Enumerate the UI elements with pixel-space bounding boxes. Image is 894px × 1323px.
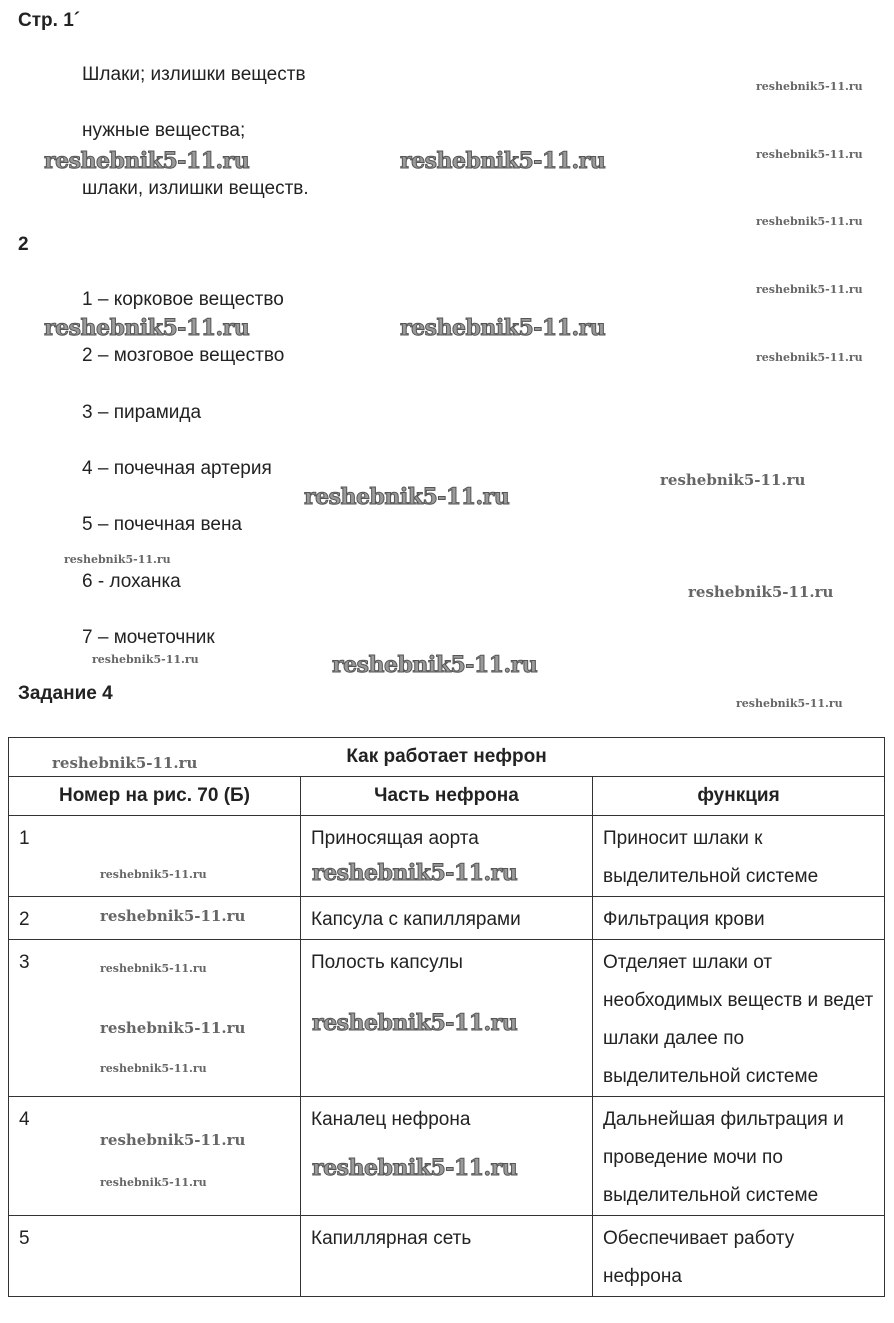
- watermark: reshebnik5-11.ru: [304, 484, 510, 510]
- watermark: reshebnik5-11.ru: [100, 1019, 246, 1037]
- cell-func: Приносит шлаки к выделительной системе: [593, 816, 885, 897]
- cell-part: Полость капсулы: [301, 940, 593, 1097]
- column-header: Номер на рис. 70 (Б): [9, 777, 301, 816]
- cell-num: 5: [9, 1216, 301, 1297]
- cell-part: Каналец нефрона: [301, 1097, 593, 1216]
- page-heading: Стр. 1´: [18, 10, 81, 31]
- watermark: reshebnik5-11.ru: [756, 80, 863, 93]
- cell-func: Дальнейшая фильтрация и проведение мочи по выделительной системе: [593, 1097, 885, 1216]
- watermark: reshebnik5-11.ru: [688, 583, 834, 601]
- cell-func: Фильтрация крови: [593, 897, 885, 940]
- cell-part: Капсула с капиллярами: [301, 897, 593, 940]
- cell-part: Капиллярная сеть: [301, 1216, 593, 1297]
- watermark: reshebnik5-11.ru: [100, 907, 246, 925]
- cell-func: Обеспечивает работу нефрона: [593, 1216, 885, 1297]
- watermark: reshebnik5-11.ru: [332, 652, 538, 678]
- cell-func: Отделяет шлаки от необходимых веществ и ведет шлаки далее по выделительной системе: [593, 940, 885, 1097]
- watermark: reshebnik5-11.ru: [100, 1062, 207, 1075]
- list-item: 3 – пирамида: [82, 402, 202, 423]
- watermark: reshebnik5-11.ru: [400, 148, 606, 174]
- watermark: reshebnik5-11.ru: [44, 315, 250, 341]
- task-heading: Задание 4: [18, 683, 113, 704]
- watermark: reshebnik5-11.ru: [400, 315, 606, 341]
- watermark: reshebnik5-11.ru: [660, 471, 806, 489]
- list-item: 6 - лоханка: [82, 571, 181, 592]
- watermark: reshebnik5-11.ru: [100, 1131, 246, 1149]
- watermark: reshebnik5-11.ru: [44, 148, 250, 174]
- section-heading: 2: [18, 234, 29, 255]
- answer-line: нужные вещества;: [82, 120, 246, 141]
- cell-num: 3: [9, 940, 301, 1097]
- table-row: [9, 1216, 885, 1297]
- cell-num: 1: [9, 816, 301, 897]
- watermark: reshebnik5-11.ru: [312, 1010, 518, 1036]
- table-title: Как работает нефрон: [9, 738, 885, 777]
- watermark: reshebnik5-11.ru: [756, 351, 863, 364]
- watermark: reshebnik5-11.ru: [756, 283, 863, 296]
- watermark: reshebnik5-11.ru: [736, 697, 843, 710]
- watermark: reshebnik5-11.ru: [100, 962, 207, 975]
- column-header: Часть нефрона: [301, 777, 593, 816]
- cell-num: 2: [9, 897, 301, 940]
- answer-line: Шлаки; излишки веществ: [82, 64, 306, 85]
- watermark: reshebnik5-11.ru: [312, 860, 518, 886]
- watermark: reshebnik5-11.ru: [756, 148, 863, 161]
- watermark: reshebnik5-11.ru: [64, 553, 171, 566]
- list-item: 1 – корковое вещество: [82, 289, 284, 310]
- list-item: 5 – почечная вена: [82, 514, 242, 535]
- watermark: reshebnik5-11.ru: [92, 653, 199, 666]
- cell-part: Приносящая аорта: [301, 816, 593, 897]
- list-item: 2 – мозговое вещество: [82, 345, 285, 366]
- column-header: функция: [593, 777, 885, 816]
- watermark: reshebnik5-11.ru: [312, 1155, 518, 1181]
- watermark: reshebnik5-11.ru: [100, 868, 207, 881]
- list-item: 4 – почечная артерия: [82, 458, 272, 479]
- cell-num: 4: [9, 1097, 301, 1216]
- answer-line: шлаки, излишки веществ.: [82, 178, 309, 199]
- watermark: reshebnik5-11.ru: [52, 754, 198, 772]
- watermark: reshebnik5-11.ru: [756, 215, 863, 228]
- watermark: reshebnik5-11.ru: [100, 1176, 207, 1189]
- list-item: 7 – мочеточник: [82, 627, 215, 648]
